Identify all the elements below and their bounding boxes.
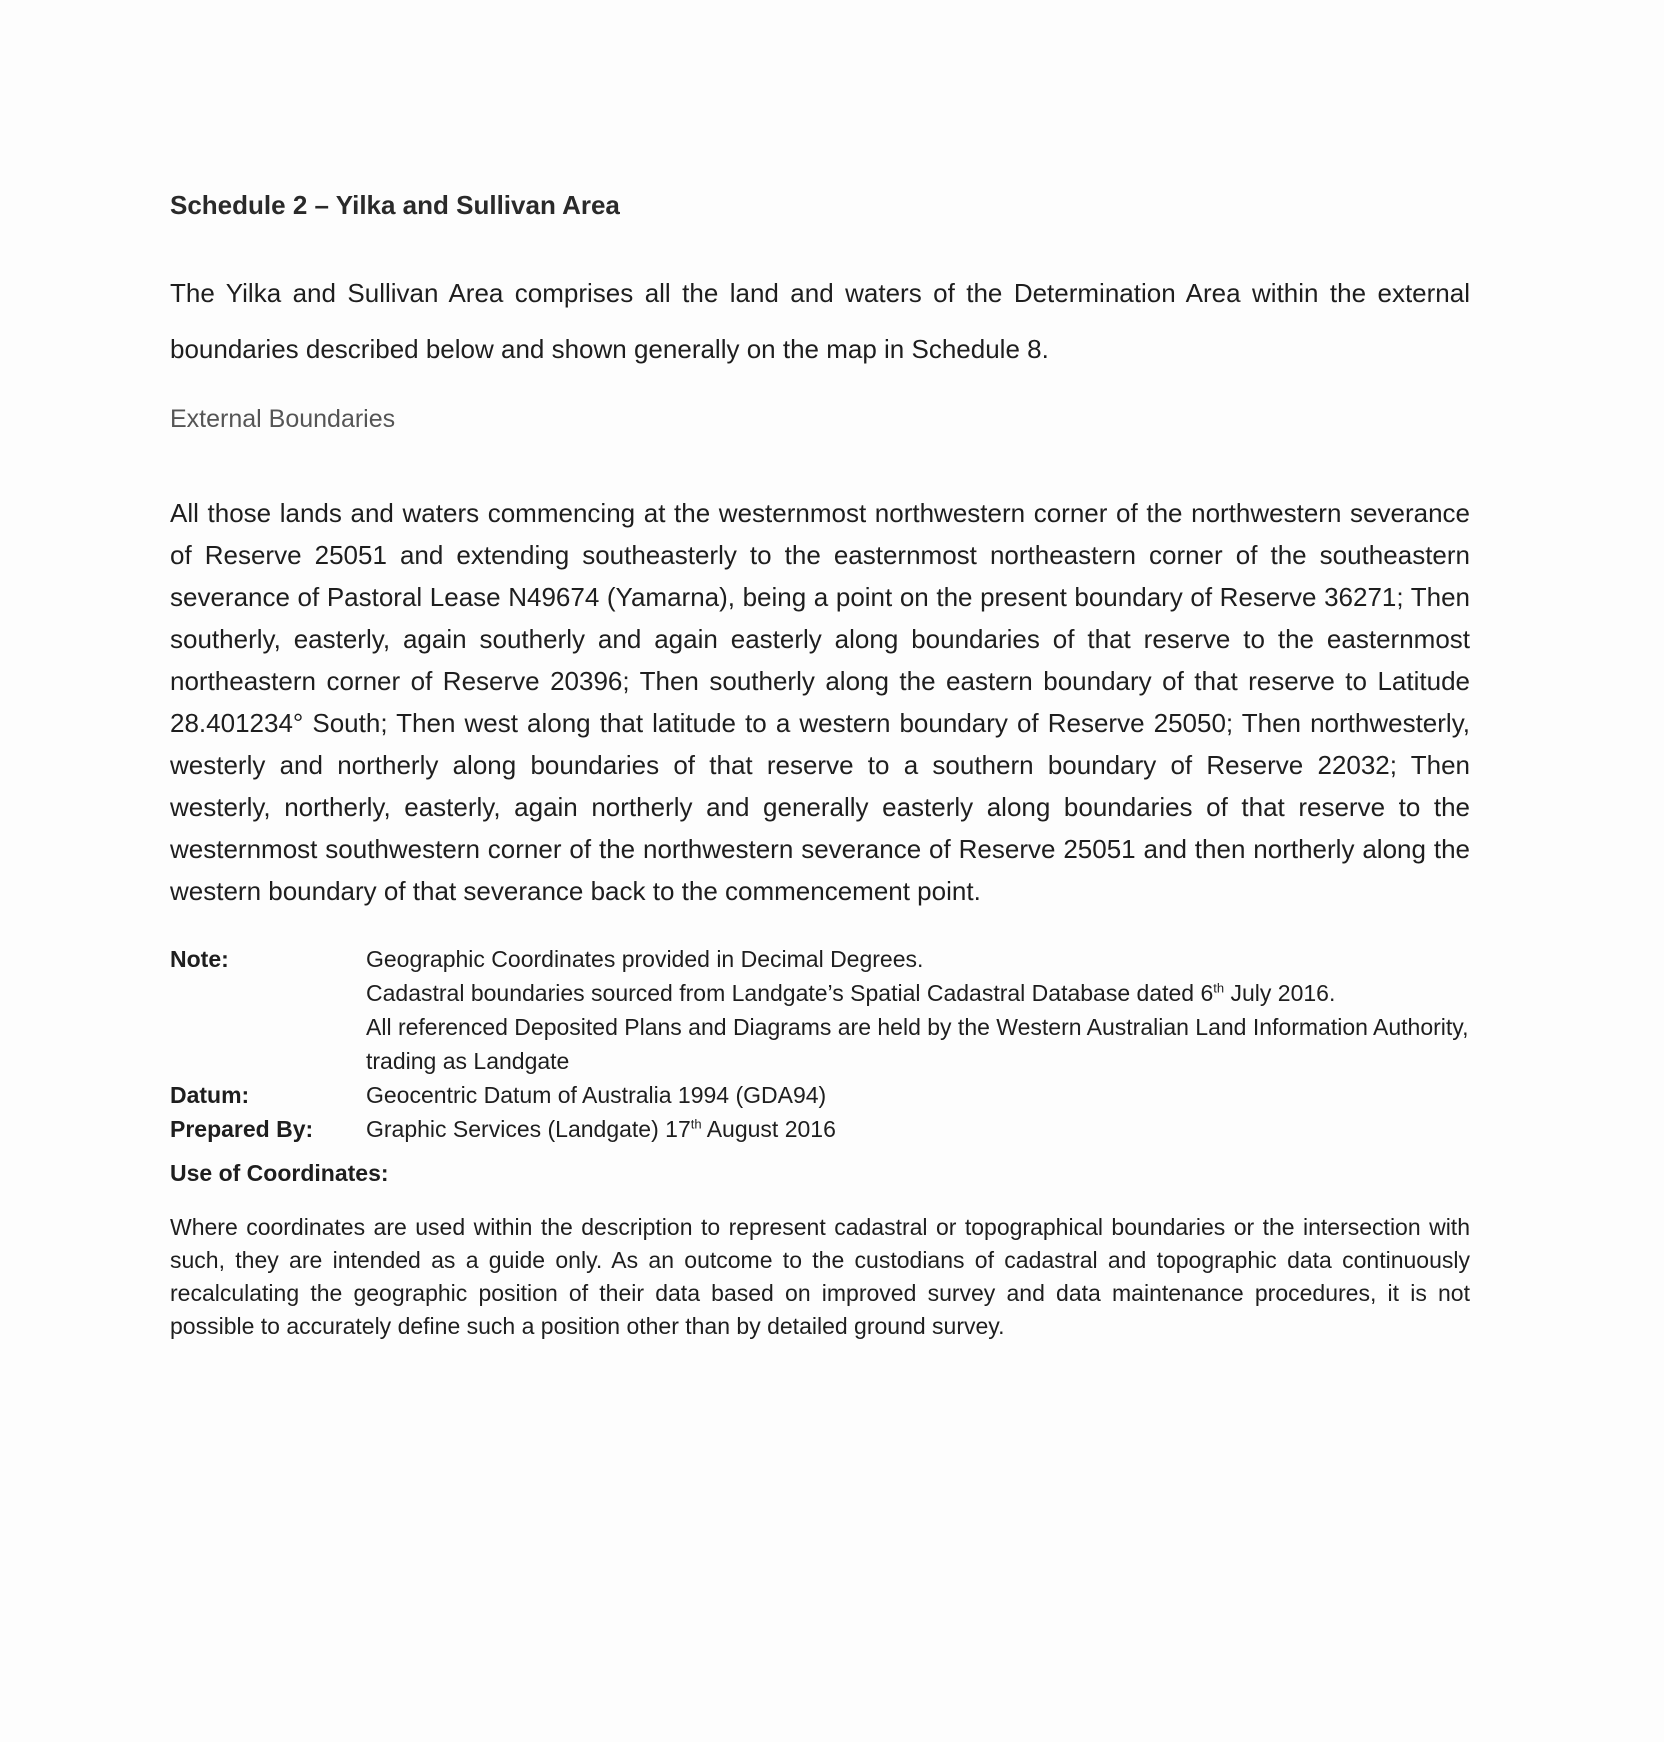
note-line-cadastral-sup: th <box>1213 980 1225 996</box>
datum-label: Datum: <box>170 1082 250 1108</box>
note-line-cadastral <box>366 976 1470 1010</box>
prepared-by-value <box>366 1112 1470 1146</box>
external-boundaries-heading: External Boundaries <box>170 405 396 433</box>
use-of-coordinates-heading: Use of Coordinates: <box>170 1160 389 1186</box>
notes-block <box>170 942 1470 1146</box>
note-line-cadastral-end: July 2016. <box>1224 980 1336 1006</box>
datum-value: Geocentric Datum of Australia 1994 (GDA94) <box>366 1082 827 1108</box>
intro-paragraph: The Yilka and Sullivan Area comprises all the land and waters of the Determination Area within the external boundaries described below and shown generally on the map in Schedule 8. <box>170 278 1470 364</box>
prepared-by-end: August 2016 <box>701 1116 836 1142</box>
note-label: Note: <box>170 946 229 972</box>
schedule-title: Schedule 2 – Yilka and Sullivan Area <box>170 190 620 220</box>
use-of-coordinates-paragraph: Where coordinates are used within the description to represent cadastral or topographical boundaries or the intersection with such, they are intended as a guide only. As an outcome to the custodians of cadastral and topographic data continuously recalculating the geographic position of their data based on improved survey and data maintenance procedures, it is not possible to accurately define such a position other than by detailed ground survey. <box>170 1214 1470 1339</box>
prepared-by-sup: th <box>690 1116 702 1132</box>
document-page <box>170 190 1470 1343</box>
note-line-coordinates: Geographic Coordinates provided in Decimal Degrees. <box>366 946 924 972</box>
note-line-plans: All referenced Deposited Plans and Diagrams are held by the Western Australian Land Information Authority, trading as Landgate <box>366 1014 1469 1074</box>
note-line-cadastral-text: Cadastral boundaries sourced from Landgate’s Spatial Cadastral Database dated 6 <box>366 980 1214 1006</box>
prepared-by-text: Graphic Services (Landgate) 17 <box>366 1116 691 1142</box>
note-values <box>366 942 1470 1078</box>
boundary-description: All those lands and waters commencing at the westernmost northwestern corner of the northwestern severance of Reserve 25051 and extending southeasterly to the easternmost northeastern corner of the southeastern severance of Pastoral Lease N49674 (Yamarna), being a point on the present boundary of Reserve 36271; Then southerly, easterly, again southerly and again easterly along boundaries of that reserve to the easternmost northeastern corner of Reserve 20396; Then southerly along the eastern boundary of that reserve to Latitude 28.401234° South; Then west along that latitude to a western boundary of Reserve 25050; Then northwesterly, westerly and northerly along boundaries of that reserve to a southern boundary of Reserve 22032; Then westerly, northerly, easterly, again northerly and generally easterly along boundaries of that reserve to the westernmost southwestern corner of the northwestern severance of Reserve 25051 and then northerly along the western boundary of that severance back to the commencement point. <box>170 498 1470 906</box>
prepared-by-label: Prepared By: <box>170 1116 314 1142</box>
